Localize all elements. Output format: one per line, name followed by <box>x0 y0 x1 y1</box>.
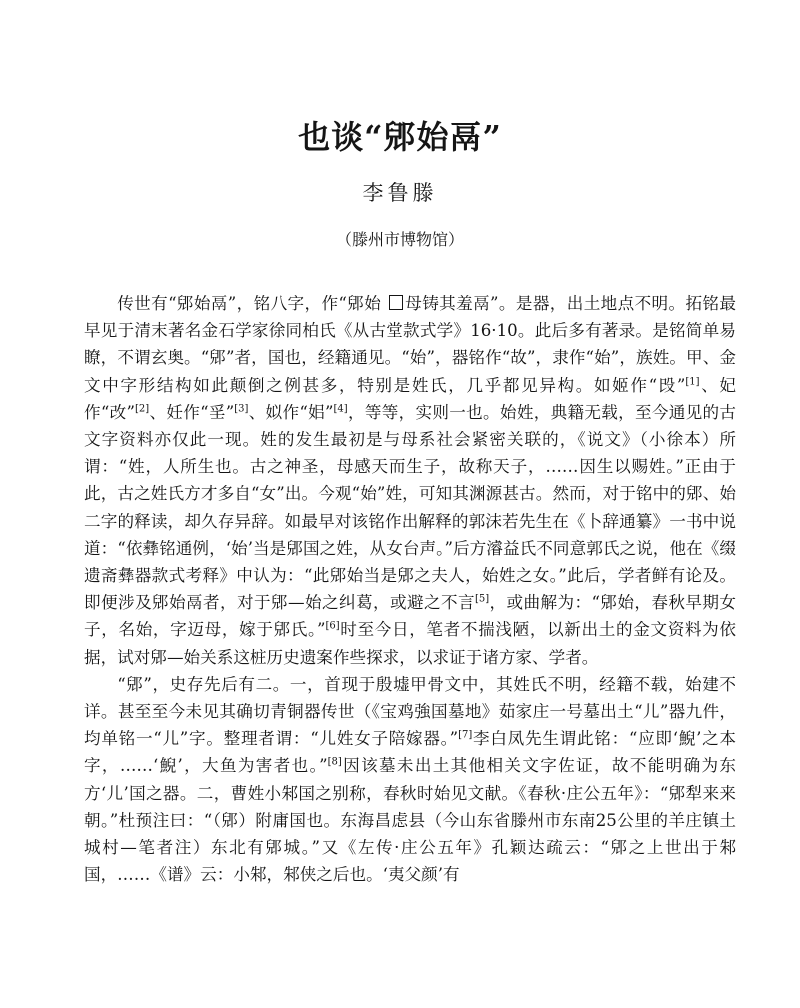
paragraph-text: 、姒作“㚶” <box>248 402 334 422</box>
footnote-ref: [7] <box>458 729 473 741</box>
footnote-ref: [2] <box>135 403 150 415</box>
footnote-ref: [6] <box>325 620 340 632</box>
paragraph-text: 传世有“郳始鬲”，铭八字，作“郳始 <box>117 294 387 313</box>
paragraph-text: 母铸其羞鬲”。是器，出土地点不明。拓铭最早见于清末著名金石学家徐同柏氏《从古堂款式学》16·10。此后多有著录。是铭简单易瞭，不谓玄奥。“郳”者，国也，经籍通见。“始”，器铭作“故”，隶作“始”，族姓。甲、金文中字形结构如此颠倒之例甚多，特别是姓氏，几乎都见异构。如姬作“㱼” <box>84 294 736 395</box>
paragraph-text: ，等等，实则一也。始姓，典籍无载，至今通见的古文字资料亦仅此一现。姓的发生最初是与母系社会紧密关联的，《说文》（小徐本）所谓：“姓，人所生也。古之神圣，母感天而生子，故称天子，……因生以赐姓。”正由于此，古之姓氏方才多自“女”出。今观“始”姓，可知其渊源甚古。然而，对于铭中的郳、始二字的释读，却久存异辞。如最早对该铭作出解释的郭沫若先生在《卜辞通纂》一书中说道：“依彝铭通例，‘始’当是郳国之姓，从女台声。”后方濬益氏不同意郭氏之说，他在《缀遗斋彝器款式考释》中认为：“此郳始当是郳之夫人，始姓之女。”此后，学者鲜有论及。即便涉及郳始鬲者，对于郳—始之纠葛，或避之不言 <box>84 402 737 613</box>
paragraph-text: 李白凤先生谓此铭：“应即‘鯢’之本字，……‘鯢’，大鱼为害者也。” <box>84 729 736 776</box>
author-name: 李鲁滕 <box>362 181 438 205</box>
paragraph-text: ，或曲解为：“郳始，春秋早期女子，名始，字迈母，嫁于郳氏。” <box>84 593 737 640</box>
footnote-ref: [4] <box>333 403 348 415</box>
author-affiliation: （滕州市博物馆） <box>335 230 464 249</box>
body-paragraph <box>84 290 736 671</box>
footnote-ref: [3] <box>234 403 249 415</box>
footnote-ref: [5] <box>474 593 490 605</box>
footnote-ref: [1] <box>685 376 700 388</box>
paragraph-text: 、妃作“改” <box>84 375 737 422</box>
paragraph-text: 时至今日，笔者不揣浅陋，以新出土的金文资料为依据，试对郳—始关系这桩历史遗案作些探求，以求证于诸方家、学者。 <box>84 620 736 667</box>
article-body <box>84 290 736 888</box>
body-paragraph <box>84 671 736 889</box>
paragraph-text: “郳”，史存先后有二。一，首现于殷墟甲骨文中，其姓氏不明，经籍不载，始建不详。甚至至今未见其确切青铜器传世（《宝鸡強国墓地》茹家庄一号墓出土“儿”器九件，均单铭一“儿”字。整理者谓：“儿姓女子陪嫁器。” <box>84 674 736 749</box>
paragraph-text: 、妊作“㸒” <box>149 402 235 422</box>
article-title: 也谈“郳始鬲” <box>298 118 502 156</box>
paragraph-text: 因该墓未出土其他相关文字佐证，故不能明确为东方‘儿’国之器。二，曹姓小邾国之别称，春秋时始见文献。《春秋·庄公五年》：“郳犁来来朝。”杜预注曰：“（郳）附庸国也。东海昌虑县（今山东省滕州市东南25公里的羊庄镇土城村—笔者注）东北有郳城。”又《左传·庄公五年》孔颖达疏云：“郳之上世出于邾国，……《谱》云：小邾，邾侠之后也。‘夷父颜’有 <box>84 756 737 885</box>
footnote-ref: [8] <box>327 756 342 768</box>
missing-glyph-box-icon <box>389 295 403 310</box>
